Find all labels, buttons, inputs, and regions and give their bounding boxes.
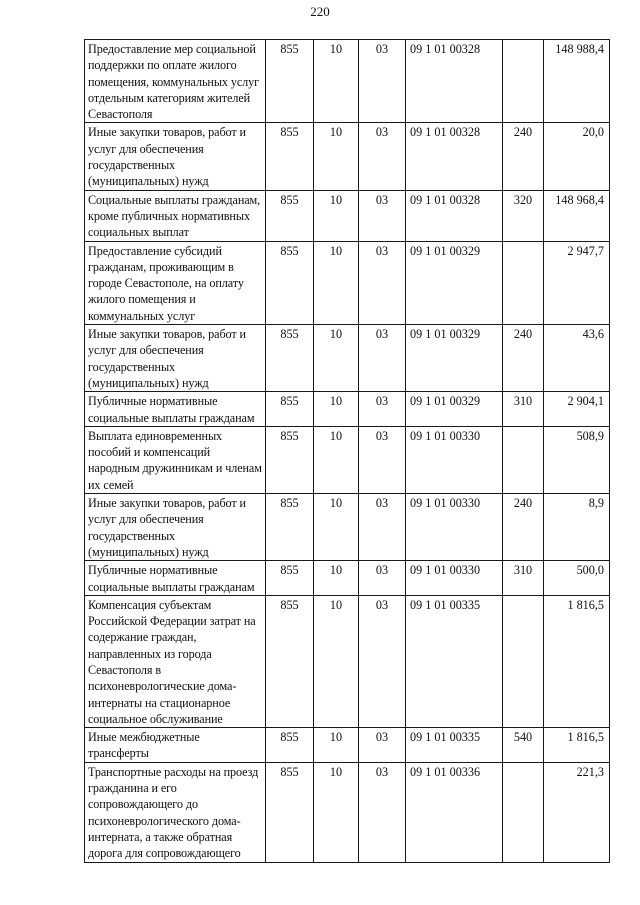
department-code-cell: 855 <box>266 241 314 324</box>
table-row <box>85 561 610 596</box>
expense-name-cell: Предоставление субсидий гражданам, проживающим в городе Севастополе, на оплату жилого помещения и коммунальных услуг <box>85 241 266 324</box>
section-code-cell: 10 <box>314 494 359 561</box>
table-row <box>85 595 610 727</box>
department-code-cell: 855 <box>266 728 314 763</box>
expense-name-cell: Публичные нормативные социальные выплаты гражданам <box>85 561 266 596</box>
budget-table <box>84 39 610 863</box>
expense-name-cell: Публичные нормативные социальные выплаты гражданам <box>85 392 266 427</box>
table-row <box>85 241 610 324</box>
subsection-code-cell: 03 <box>359 190 406 241</box>
section-code-cell: 10 <box>314 426 359 493</box>
section-code-cell: 10 <box>314 728 359 763</box>
department-code-cell: 855 <box>266 595 314 727</box>
department-code-cell: 855 <box>266 40 314 123</box>
section-code-cell: 10 <box>314 241 359 324</box>
amount-cell: 2 947,7 <box>544 241 610 324</box>
section-code-cell: 10 <box>314 595 359 727</box>
target-article-cell: 09 1 01 00330 <box>406 426 503 493</box>
amount-cell: 1 816,5 <box>544 728 610 763</box>
amount-cell: 2 904,1 <box>544 392 610 427</box>
expense-type-cell: 320 <box>503 190 544 241</box>
table-row <box>85 392 610 427</box>
target-article-cell: 09 1 01 00329 <box>406 325 503 392</box>
expense-type-cell <box>503 40 544 123</box>
subsection-code-cell: 03 <box>359 494 406 561</box>
expense-name-cell: Выплата единовременных пособий и компенсаций народным дружинникам и членам их семей <box>85 426 266 493</box>
target-article-cell: 09 1 01 00329 <box>406 392 503 427</box>
target-article-cell: 09 1 01 00329 <box>406 241 503 324</box>
subsection-code-cell: 03 <box>359 762 406 862</box>
expense-type-cell <box>503 762 544 862</box>
table-body <box>85 40 610 863</box>
expense-type-cell <box>503 426 544 493</box>
expense-type-cell: 310 <box>503 561 544 596</box>
subsection-code-cell: 03 <box>359 728 406 763</box>
target-article-cell: 09 1 01 00328 <box>406 40 503 123</box>
table-row <box>85 762 610 862</box>
expense-type-cell: 540 <box>503 728 544 763</box>
table-row <box>85 325 610 392</box>
expense-name-cell: Иные закупки товаров, работ и услуг для обеспечения государственных (муниципальных) нужд <box>85 325 266 392</box>
subsection-code-cell: 03 <box>359 561 406 596</box>
amount-cell: 148 968,4 <box>544 190 610 241</box>
subsection-code-cell: 03 <box>359 123 406 190</box>
expense-type-cell: 240 <box>503 123 544 190</box>
amount-cell: 43,6 <box>544 325 610 392</box>
subsection-code-cell: 03 <box>359 241 406 324</box>
section-code-cell: 10 <box>314 762 359 862</box>
subsection-code-cell: 03 <box>359 392 406 427</box>
target-article-cell: 09 1 01 00330 <box>406 561 503 596</box>
department-code-cell: 855 <box>266 392 314 427</box>
department-code-cell: 855 <box>266 561 314 596</box>
amount-cell: 20,0 <box>544 123 610 190</box>
page-number: 220 <box>310 4 330 19</box>
section-code-cell: 10 <box>314 123 359 190</box>
department-code-cell: 855 <box>266 762 314 862</box>
subsection-code-cell: 03 <box>359 40 406 123</box>
section-code-cell: 10 <box>314 190 359 241</box>
table-row <box>85 728 610 763</box>
subsection-code-cell: 03 <box>359 595 406 727</box>
amount-cell: 1 816,5 <box>544 595 610 727</box>
department-code-cell: 855 <box>266 123 314 190</box>
amount-cell: 221,3 <box>544 762 610 862</box>
section-code-cell: 10 <box>314 561 359 596</box>
department-code-cell: 855 <box>266 190 314 241</box>
section-code-cell: 10 <box>314 325 359 392</box>
expense-name-cell: Социальные выплаты гражданам, кроме публичных нормативных социальных выплат <box>85 190 266 241</box>
table-row <box>85 123 610 190</box>
table-row <box>85 40 610 123</box>
amount-cell: 8,9 <box>544 494 610 561</box>
expense-type-cell: 240 <box>503 325 544 392</box>
table-row <box>85 426 610 493</box>
table-row <box>85 494 610 561</box>
department-code-cell: 855 <box>266 426 314 493</box>
target-article-cell: 09 1 01 00335 <box>406 595 503 727</box>
target-article-cell: 09 1 01 00330 <box>406 494 503 561</box>
amount-cell: 500,0 <box>544 561 610 596</box>
expense-type-cell: 240 <box>503 494 544 561</box>
expense-type-cell: 310 <box>503 392 544 427</box>
table-row <box>85 190 610 241</box>
expense-name-cell: Транспортные расходы на проезд гражданина и его сопровождающего до психоневрологического дома-интерната, а также обратная дорога для сопровождающего <box>85 762 266 862</box>
expense-name-cell: Предоставление мер социальной поддержки по оплате жилого помещения, коммунальных услуг отдельным категориям жителей Севастополя <box>85 40 266 123</box>
target-article-cell: 09 1 01 00328 <box>406 190 503 241</box>
target-article-cell: 09 1 01 00336 <box>406 762 503 862</box>
expense-name-cell: Иные закупки товаров, работ и услуг для обеспечения государственных (муниципальных) нужд <box>85 123 266 190</box>
expense-name-cell: Компенсация субъектам Российской Федерации затрат на содержание граждан, направленных из города Севастополя в психоневрологические дома-интернаты на стационарное социальное обслуживание <box>85 595 266 727</box>
amount-cell: 508,9 <box>544 426 610 493</box>
expense-name-cell: Иные межбюджетные трансферты <box>85 728 266 763</box>
department-code-cell: 855 <box>266 494 314 561</box>
expense-type-cell <box>503 595 544 727</box>
amount-cell: 148 988,4 <box>544 40 610 123</box>
target-article-cell: 09 1 01 00328 <box>406 123 503 190</box>
department-code-cell: 855 <box>266 325 314 392</box>
expense-type-cell <box>503 241 544 324</box>
expense-name-cell: Иные закупки товаров, работ и услуг для обеспечения государственных (муниципальных) нужд <box>85 494 266 561</box>
section-code-cell: 10 <box>314 40 359 123</box>
subsection-code-cell: 03 <box>359 325 406 392</box>
target-article-cell: 09 1 01 00335 <box>406 728 503 763</box>
subsection-code-cell: 03 <box>359 426 406 493</box>
section-code-cell: 10 <box>314 392 359 427</box>
